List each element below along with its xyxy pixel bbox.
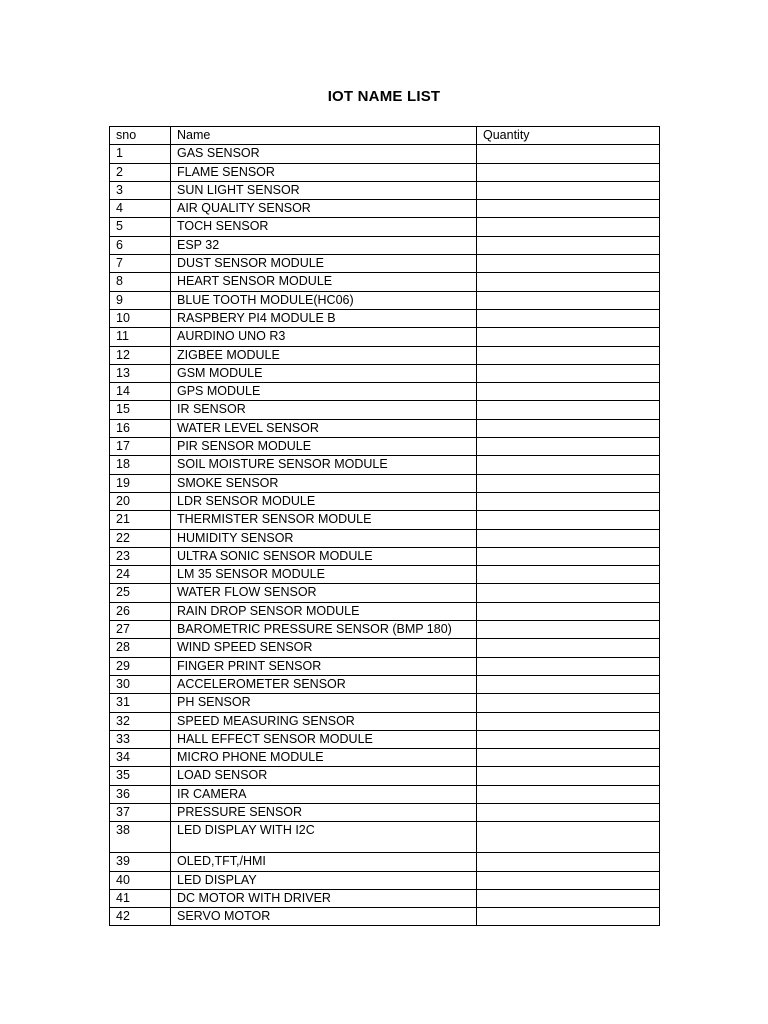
cell-sno: 29	[110, 657, 171, 675]
table-row	[110, 621, 660, 639]
cell-name: LED DISPLAY WITH I2C	[171, 822, 477, 853]
cell-sno: 34	[110, 749, 171, 767]
cell-name: OLED,TFT,/HMI	[171, 853, 477, 871]
cell-quantity	[477, 419, 660, 437]
cell-quantity	[477, 566, 660, 584]
cell-name: HEART SENSOR MODULE	[171, 273, 477, 291]
cell-quantity	[477, 200, 660, 218]
table-row	[110, 639, 660, 657]
table-row	[110, 145, 660, 163]
cell-name: PRESSURE SENSOR	[171, 803, 477, 821]
cell-name: MICRO PHONE MODULE	[171, 749, 477, 767]
table-row	[110, 474, 660, 492]
table-row	[110, 456, 660, 474]
table-row	[110, 749, 660, 767]
cell-name: TOCH SENSOR	[171, 218, 477, 236]
cell-quantity	[477, 492, 660, 510]
cell-quantity	[477, 871, 660, 889]
table-row	[110, 218, 660, 236]
cell-sno: 4	[110, 200, 171, 218]
cell-sno: 19	[110, 474, 171, 492]
table-row	[110, 657, 660, 675]
cell-name: SMOKE SENSOR	[171, 474, 477, 492]
cell-quantity	[477, 730, 660, 748]
table-row	[110, 853, 660, 871]
cell-name: DUST SENSOR MODULE	[171, 255, 477, 273]
cell-quantity	[477, 383, 660, 401]
table-row	[110, 346, 660, 364]
cell-quantity	[477, 889, 660, 907]
cell-quantity	[477, 438, 660, 456]
cell-sno: 10	[110, 309, 171, 327]
table-row	[110, 675, 660, 693]
cell-quantity	[477, 346, 660, 364]
cell-quantity	[477, 822, 660, 853]
cell-name: PIR SENSOR MODULE	[171, 438, 477, 456]
cell-quantity	[477, 401, 660, 419]
header-sno: sno	[110, 127, 171, 145]
table-row	[110, 871, 660, 889]
cell-quantity	[477, 675, 660, 693]
cell-name: FINGER PRINT SENSOR	[171, 657, 477, 675]
table-row	[110, 547, 660, 565]
cell-sno: 18	[110, 456, 171, 474]
cell-name: GAS SENSOR	[171, 145, 477, 163]
table-row	[110, 273, 660, 291]
table-row	[110, 163, 660, 181]
cell-sno: 3	[110, 181, 171, 199]
cell-name: LED DISPLAY	[171, 871, 477, 889]
cell-name: DC MOTOR WITH DRIVER	[171, 889, 477, 907]
cell-sno: 28	[110, 639, 171, 657]
cell-quantity	[477, 767, 660, 785]
cell-quantity	[477, 712, 660, 730]
cell-quantity	[477, 456, 660, 474]
cell-quantity	[477, 749, 660, 767]
table-row	[110, 181, 660, 199]
cell-sno: 6	[110, 236, 171, 254]
cell-name: IR CAMERA	[171, 785, 477, 803]
cell-sno: 31	[110, 694, 171, 712]
cell-name: IR SENSOR	[171, 401, 477, 419]
cell-name: LOAD SENSOR	[171, 767, 477, 785]
document-title: IOT NAME LIST	[327, 88, 441, 105]
cell-name: SERVO MOTOR	[171, 908, 477, 926]
cell-name: WIND SPEED SENSOR	[171, 639, 477, 657]
cell-quantity	[477, 657, 660, 675]
cell-quantity	[477, 181, 660, 199]
cell-sno: 39	[110, 853, 171, 871]
cell-sno: 27	[110, 621, 171, 639]
cell-name: WATER FLOW SENSOR	[171, 584, 477, 602]
table-row	[110, 401, 660, 419]
cell-sno: 5	[110, 218, 171, 236]
cell-name: ACCELEROMETER SENSOR	[171, 675, 477, 693]
cell-name: WATER LEVEL SENSOR	[171, 419, 477, 437]
cell-sno: 41	[110, 889, 171, 907]
table-row	[110, 767, 660, 785]
table-row	[110, 785, 660, 803]
table-row	[110, 529, 660, 547]
table-row	[110, 255, 660, 273]
cell-sno: 35	[110, 767, 171, 785]
cell-sno: 21	[110, 511, 171, 529]
table-row	[110, 438, 660, 456]
cell-quantity	[477, 529, 660, 547]
iot-name-table	[109, 126, 660, 926]
cell-name: PH SENSOR	[171, 694, 477, 712]
cell-sno: 24	[110, 566, 171, 584]
cell-quantity	[477, 853, 660, 871]
cell-quantity	[477, 474, 660, 492]
cell-quantity	[477, 273, 660, 291]
cell-name: SUN LIGHT SENSOR	[171, 181, 477, 199]
cell-name: AURDINO UNO R3	[171, 328, 477, 346]
cell-sno: 1	[110, 145, 171, 163]
table-row	[110, 383, 660, 401]
cell-quantity	[477, 639, 660, 657]
table-row	[110, 822, 660, 853]
cell-name: BAROMETRIC PRESSURE SENSOR (BMP 180)	[171, 621, 477, 639]
cell-quantity	[477, 584, 660, 602]
cell-sno: 42	[110, 908, 171, 926]
cell-quantity	[477, 621, 660, 639]
table-row	[110, 236, 660, 254]
cell-name: GSM MODULE	[171, 364, 477, 382]
cell-name: ULTRA SONIC SENSOR MODULE	[171, 547, 477, 565]
cell-sno: 33	[110, 730, 171, 748]
cell-quantity	[477, 328, 660, 346]
table-body	[110, 145, 660, 926]
cell-sno: 40	[110, 871, 171, 889]
cell-quantity	[477, 255, 660, 273]
cell-name: HALL EFFECT SENSOR MODULE	[171, 730, 477, 748]
cell-quantity	[477, 236, 660, 254]
table-row	[110, 291, 660, 309]
table-row	[110, 908, 660, 926]
cell-sno: 25	[110, 584, 171, 602]
cell-quantity	[477, 785, 660, 803]
cell-quantity	[477, 364, 660, 382]
cell-sno: 9	[110, 291, 171, 309]
cell-quantity	[477, 291, 660, 309]
cell-sno: 23	[110, 547, 171, 565]
cell-sno: 26	[110, 602, 171, 620]
table-row	[110, 730, 660, 748]
table-row	[110, 511, 660, 529]
table-row	[110, 364, 660, 382]
header-quantity: Quantity	[477, 127, 660, 145]
cell-name: SOIL MOISTURE SENSOR MODULE	[171, 456, 477, 474]
table-row	[110, 309, 660, 327]
cell-name: AIR QUALITY SENSOR	[171, 200, 477, 218]
cell-name: ESP 32	[171, 236, 477, 254]
cell-name: LDR SENSOR MODULE	[171, 492, 477, 510]
table-row	[110, 566, 660, 584]
cell-quantity	[477, 309, 660, 327]
cell-quantity	[477, 511, 660, 529]
table-row	[110, 712, 660, 730]
cell-quantity	[477, 218, 660, 236]
cell-sno: 8	[110, 273, 171, 291]
cell-name: BLUE TOOTH MODULE(HC06)	[171, 291, 477, 309]
cell-name: SPEED MEASURING SENSOR	[171, 712, 477, 730]
table-row	[110, 584, 660, 602]
cell-quantity	[477, 908, 660, 926]
table-row	[110, 492, 660, 510]
cell-sno: 22	[110, 529, 171, 547]
table-row	[110, 419, 660, 437]
header-name: Name	[171, 127, 477, 145]
cell-sno: 37	[110, 803, 171, 821]
cell-name: LM 35 SENSOR MODULE	[171, 566, 477, 584]
cell-sno: 14	[110, 383, 171, 401]
cell-quantity	[477, 694, 660, 712]
cell-quantity	[477, 547, 660, 565]
table-header-row	[110, 127, 660, 145]
table-row	[110, 200, 660, 218]
cell-quantity	[477, 145, 660, 163]
cell-sno: 17	[110, 438, 171, 456]
cell-name: HUMIDITY SENSOR	[171, 529, 477, 547]
cell-sno: 16	[110, 419, 171, 437]
cell-sno: 30	[110, 675, 171, 693]
cell-sno: 32	[110, 712, 171, 730]
cell-quantity	[477, 163, 660, 181]
cell-name: RASPBERY PI4 MODULE B	[171, 309, 477, 327]
cell-sno: 13	[110, 364, 171, 382]
table-row	[110, 328, 660, 346]
cell-sno: 7	[110, 255, 171, 273]
cell-name: GPS MODULE	[171, 383, 477, 401]
cell-sno: 2	[110, 163, 171, 181]
cell-quantity	[477, 803, 660, 821]
cell-sno: 15	[110, 401, 171, 419]
table-row	[110, 602, 660, 620]
table-row	[110, 803, 660, 821]
cell-sno: 12	[110, 346, 171, 364]
cell-sno: 36	[110, 785, 171, 803]
table-row	[110, 889, 660, 907]
cell-name: FLAME SENSOR	[171, 163, 477, 181]
cell-sno: 20	[110, 492, 171, 510]
table-row	[110, 694, 660, 712]
cell-name: THERMISTER SENSOR MODULE	[171, 511, 477, 529]
cell-sno: 38	[110, 822, 171, 853]
cell-sno: 11	[110, 328, 171, 346]
cell-quantity	[477, 602, 660, 620]
cell-name: ZIGBEE MODULE	[171, 346, 477, 364]
cell-name: RAIN DROP SENSOR MODULE	[171, 602, 477, 620]
